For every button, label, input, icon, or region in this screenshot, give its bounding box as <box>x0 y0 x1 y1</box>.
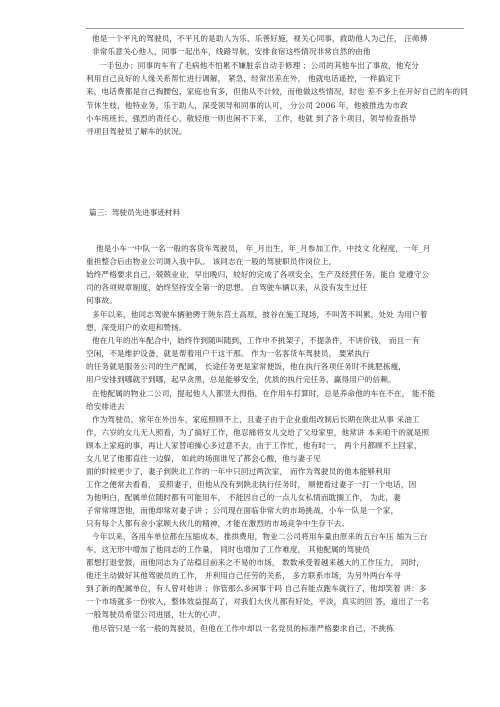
text-line: 重担整合后由物业公司调入我中队。 该同志在一般的驾驶职员作岗位上， <box>86 257 337 266</box>
text-line: 多年以来，他同志驾驶车辆驰骋于陕东莒土高原，披谷在施工现场，不叫苦不叫累，处处 为用户着 <box>92 310 428 319</box>
text-line: 的任务就是服务公司的生产配属， 长途任务更是家常便饭，他在执行各项任务时不挑肥拣瘦， <box>86 362 407 371</box>
text-line: 顾本上家庭的事，再让人家替咱操心多过意不去，由于工作忙，他有时一， 两个月都顾不上回家， <box>86 441 422 450</box>
text-line: 来，电话费都是自己掏腰包，家庭也有多，但他从不计较，而他做这些情况，时也 差不多上在开好自己的车的同 <box>86 87 468 96</box>
text-line: 空闲，不是维护设备，就是帮着用户干这干那。 作为一名客货车驾驶员， 要紧执行 <box>86 349 370 358</box>
text-line: 非常乐意关心他人，同事一起出车，线路导航，安排食宿这些情况非常自然的由他 <box>92 47 371 56</box>
text-line: 面的时候更少了，妻子到陕北工作的一年中只回过两次家， 而作为驾驶员的他本能够利用 <box>86 467 391 476</box>
text-line: 只有每个人都有舍小家顾大伙儿的精神，才能在激烈的市场竞争中生存下去。 <box>86 519 350 528</box>
text-line: 子常常埋怨他，而他却常对妻子讲 ；公司现在面临非常大的市场挑战，小车一队是一个家， <box>86 506 399 515</box>
text-line: 他是一个平凡的驾驶员，不平凡的是助人为乐、乐善好施，视关心同事，救助他人为己任， 汪师傅 <box>92 34 428 43</box>
text-line: 他在几年的出车配合中，始终作到随叫随到，工作中不挑架子，不提条件，不讲价钱， 而且一有 <box>92 336 420 345</box>
text-line: 他还主动做好其他驾驶员的工作， 并利用自己任劳的关系， 多方联系市场，为另外两台车寻 <box>86 571 401 580</box>
text-line: 都想打退堂鼓，而他同志为了站稳目前来之不易的市场， 数数承受着越来越大的工作压力， 同时， <box>86 558 425 567</box>
text-line: 小车班班长，强烈的责任心，敬轻他一则也闲不下来， 工作，他就 到了各个项目，领导检查指导 <box>86 114 417 123</box>
text-line: 一个市场就多一份收入，整体效益提高了，对我们大伙儿都有好处，平淡，真实的回 答，道出了一名 <box>86 597 430 606</box>
text-line: 到了新的配属单位，有人曾对他讲 ；你管那么多闲事干吗 自己有能点跑车就行了，他却笑着 讲：多 <box>86 584 427 593</box>
text-line: 利用自己良好的人缘关系帮忙进行调解， 紧急，经常出差在外， 他就电话遥控，一样搞定下 <box>86 74 401 83</box>
text-line: 节休生枝，他特业务，乐于助人，深受领导和同事的认可， 分公司 2006 年，他被推选为市政 <box>86 101 408 110</box>
text-line: 他是小车一中队一名一般的客货车驾驶员， 年_月出生，年_月参加工作，中技文 化程度，一年_月 <box>96 244 431 253</box>
text-line: 车，这无形中增加了他同志的工作量， 同时也增加了工作难度， 其他配属的驾驶员 <box>86 545 370 554</box>
text-line: 为他明白，配属单位随时都有可能用车， 不能因自己的一点儿女私情而耽搁工作， 为此，妻 <box>86 493 401 502</box>
text-line: 一手包办；同事的车有了毛病他不怕累不嫌脏亲自动手修理 ；公司的其他车出了事故，他充分 <box>99 61 420 70</box>
text-line: 今年以来，各用车单位都在压缩成本，推拱费用，物业二公司将用车量由原来的五台车压 缩为三台 <box>92 532 428 541</box>
text-line: 他尽管只是一名一般的驾驶员，但他在工作中却以一名党员的标准严格要求自己，不挑拣 <box>92 624 395 633</box>
text-line: 作为驾驶员，常年在外出车，家庭照顾不上，且妻子由于企业重组改制后长期在陕北从事 采油工 <box>92 415 420 424</box>
text-line: 女儿见了他都直往一边躲， 如此的场面谁见了都会心酸，他与妻子见 <box>86 454 321 463</box>
text-line: 一般驾驶员希望公司进展，壮大的心声。 <box>86 610 226 619</box>
section-title: 篇三：驾驶员先进事迹材料 <box>89 208 181 217</box>
text-line: 作，六岁的女儿无人照看，为了搞好工作，他忍痛将女儿交给了父母家里，他常讲 本来咱干的就是照 <box>86 428 430 437</box>
text-line: 司的各项规章制度，始终坚持安全第一的思想。 自驾驶车辆以来，从没有发生过任 <box>86 283 368 292</box>
text-line: 在他配属的物业二公司，提起他人人都竖大拇指，在作用车打算时，总是养命他的车在不在， 能不能 <box>92 389 436 398</box>
text-line: 用户安排到哪就干到哪，起早贪黑，总是能够安全，优质的执行完任务，赢得用户的信赖。 <box>86 375 396 384</box>
top-rule <box>86 28 464 29</box>
text-line: 工作之便常去看看， 妥照妻子，但他从没有到陕北执行任务时， 顺便看过妻子一打一个电话，因 <box>86 480 417 489</box>
text-line: 寻项目驾驶员了解车的状况。 <box>86 127 187 136</box>
text-line: 想，深受用户的欢迎和赞扬。 <box>86 323 187 332</box>
text-line: 始终严格要求自己，兢兢业业，早出晚归，较好的完成了各项安全，生产及经营任务，能自 觉遵守公 <box>86 270 430 279</box>
text-line: 给安排进去 <box>86 402 125 411</box>
text-line: 何事故。 <box>86 296 117 305</box>
